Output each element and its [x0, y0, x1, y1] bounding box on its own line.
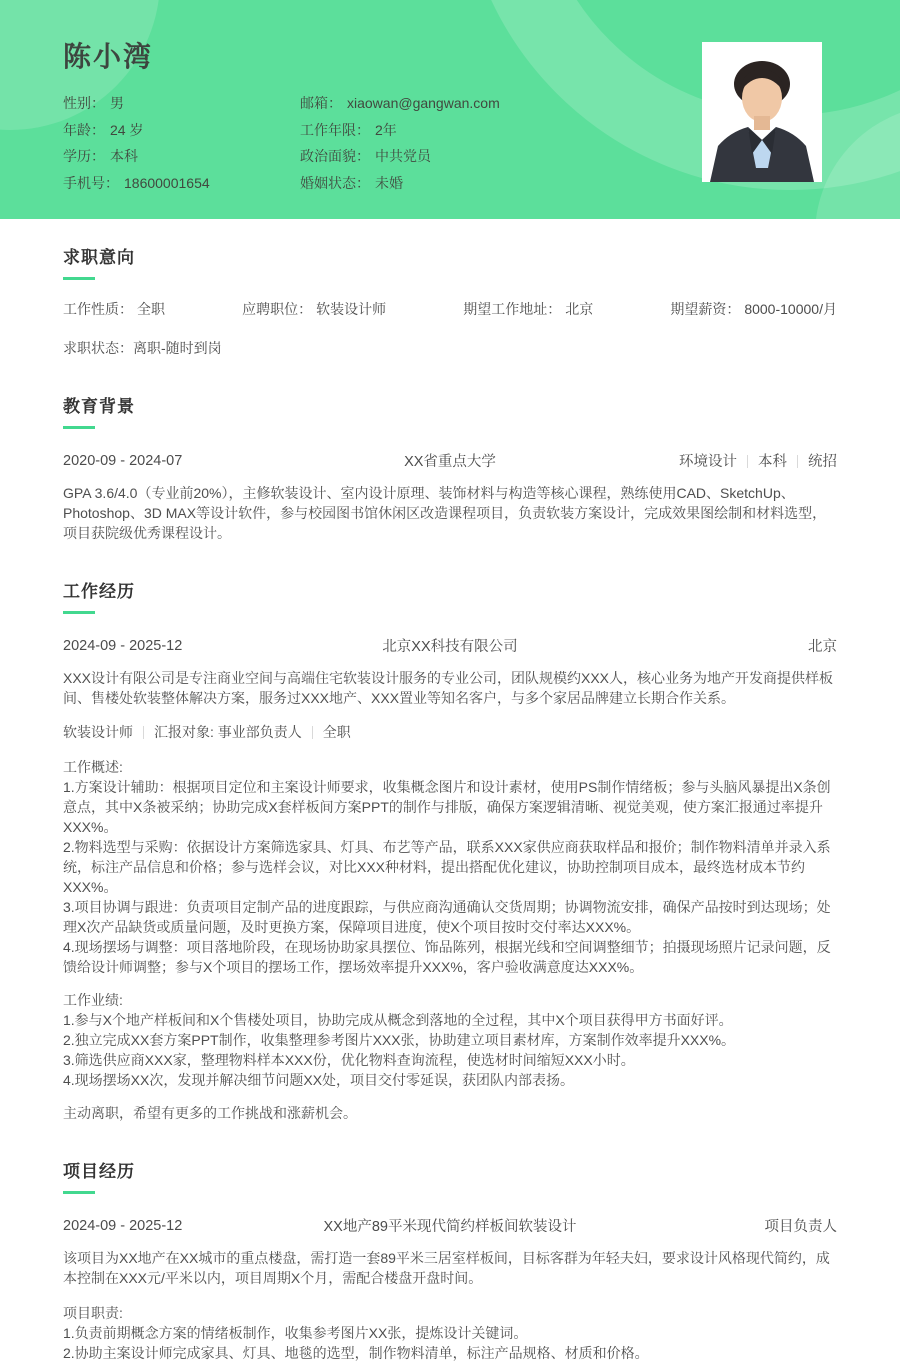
kv-label: 求职状态： — [63, 340, 133, 356]
project-name: XX地产89平米现代简约样板间软装设计 — [323, 1219, 577, 1235]
education-degree: 本科 — [757, 454, 787, 470]
info-label: 婚姻状态： — [300, 174, 370, 191]
education-school: XX省重点大学 — [404, 454, 496, 470]
kv-salary — [670, 299, 837, 319]
section-title-work: 工作经历 — [63, 582, 135, 601]
info-value: 本科 — [110, 148, 138, 165]
work-overview-label: 工作概述: — [63, 759, 123, 775]
info-degree — [63, 143, 300, 170]
kv-position — [242, 299, 386, 319]
info-phone — [63, 170, 300, 197]
work-overview-item: 1.方案设计辅助：根据项目定位和主案设计师要求，收集概念图片和设计素材，使用PS制作情绪板；参与头脑风暴提出X条创意点，其中X条被采纳；协助完成X套样板间方案PPT的制作与排版，确保方案逻辑清晰、视觉美观，使方案汇报通过率提升XXX%。 — [63, 779, 831, 835]
section-job-intent-header — [63, 243, 837, 280]
work-leave-note: 主动离职，希望有更多的工作挑战和涨薪机会。 — [63, 1105, 357, 1121]
work-achievement-item: 3.筛选供应商XXX家，整理物料样本XXX份，优化物料查询流程，使选材时间缩短XXX小时。 — [63, 1052, 635, 1068]
project-duties-list — [63, 1323, 837, 1363]
section-work-header — [63, 577, 837, 614]
work-overview-list — [63, 777, 837, 977]
kv-label: 期望工作地址： — [463, 301, 562, 317]
work-role-title: 软装设计师 — [63, 724, 133, 740]
kv-location — [463, 299, 593, 319]
title-underline — [63, 277, 95, 280]
project-description: 该项目为XX地产在XX城市的重点楼盘，需打造一套89平米三居室样板间，目标客群为年轻夫妇，要求设计风格现代简约，成本控制在XXX元/平米以内，项目周期X个月，需配合楼盘开盘时间。 — [63, 1250, 830, 1286]
work-achievement-item: 2.独立完成XX套方案PPT制作，收集整理参考图片XXX张，协助建立项目素材库，方案制作效率提升XXX%。 — [63, 1032, 736, 1048]
title-underline — [63, 426, 95, 429]
work-report-to: 汇报对象: 事业部负责人 — [154, 724, 302, 740]
info-age — [63, 117, 300, 144]
title-underline — [63, 1191, 95, 1194]
education-period: 2020-09 - 2024-07 — [63, 452, 183, 469]
title-underline — [63, 611, 95, 614]
info-label: 手机号： — [63, 174, 119, 191]
tag-divider — [143, 726, 144, 739]
work-overview-item: 2.物料选型与采购：依据设计方案筛选家具、灯具、布艺等产品，联系XXX家供应商获取样品和报价；制作物料清单并录入系统，标注产品信息和价格；参与选样会议，对比XXX种材料，提出搭配优化建议，协助控制项目成本，最终选材成本节约XXX%。 — [63, 839, 831, 895]
tag-divider — [312, 726, 313, 739]
work-period: 2024-09 - 2025-12 — [63, 637, 183, 654]
education-description: GPA 3.6/4.0（专业前20%），主修软装设计、室内设计原理、装饰材料与构造等核心课程，熟练使用CAD、SketchUp、Photoshop、3D MAX等设计软件，参与校园图书馆休闲区改造课程项目，负责软装方案设计，完成效果图绘制和材料选型，项目获院级优秀课程设计。 — [63, 485, 827, 541]
section-education-header — [63, 392, 837, 429]
kv-value: 8000-10000/月 — [744, 301, 837, 317]
work-location: 北京 — [807, 639, 837, 655]
work-employment-type: 全职 — [322, 724, 351, 740]
work-achievement-item: 4.现场摆场XX次，发现并解决细节问题XX处，项目交付零延误，获团队内部表扬。 — [63, 1072, 575, 1088]
work-overview-item: 4.现场摆场与调整：项目落地阶段，在现场协助家具摆位、饰品陈列，根据光线和空间调整细节；拍摄现场照片记录问题，反馈给设计师调整；参与X个项目的摆场工作，摆场效率提升XXX%，客户验收满意度达XXX%。 — [63, 939, 831, 975]
kv-value: 北京 — [565, 301, 594, 317]
info-value: 男 — [110, 95, 124, 112]
project-duties-label: 项目职责: — [63, 1305, 123, 1321]
kv-work-type — [63, 299, 165, 319]
info-label: 学历： — [63, 148, 105, 165]
kv-job-status — [63, 338, 837, 358]
kv-value: 软装设计师 — [316, 301, 387, 317]
education-enrollment-type: 统招 — [807, 454, 837, 470]
tag-divider — [747, 455, 748, 468]
section-title-job-intent: 求职意向 — [63, 248, 135, 267]
work-company: 北京XX科技有限公司 — [382, 639, 518, 655]
section-title-education: 教育背景 — [63, 397, 135, 416]
project-duty-item: 2.协助主案设计师完成家具、灯具、地毯的选型，制作物料清单，标注产品规格、材质和价格。 — [63, 1345, 649, 1361]
resume-body — [0, 243, 900, 1363]
info-value: 2年 — [375, 121, 397, 138]
kv-label: 期望薪资： — [670, 301, 741, 317]
info-value: 24 岁 — [110, 121, 144, 138]
info-label: 性别： — [63, 95, 105, 112]
section-project-header — [63, 1157, 837, 1194]
work-achievements-list — [63, 1010, 837, 1090]
education-tags — [624, 450, 837, 471]
work-meta-row — [63, 635, 837, 656]
project-role: 项目负责人 — [764, 1219, 837, 1235]
info-label: 工作年限： — [300, 121, 370, 138]
info-value: 18600001654 — [124, 174, 210, 191]
info-value: 中共党员 — [375, 148, 431, 165]
project-period: 2024-09 - 2025-12 — [63, 1217, 183, 1234]
info-label: 政治面貌： — [300, 148, 370, 165]
kv-label: 应聘职位： — [242, 301, 313, 317]
kv-label: 工作性质： — [63, 301, 133, 317]
profile-photo — [702, 42, 822, 182]
work-achievements-label: 工作业绩: — [63, 992, 123, 1008]
info-value: xiaowan@gangwan.com — [347, 95, 500, 112]
tag-divider — [797, 455, 798, 468]
education-major: 环境设计 — [678, 454, 737, 470]
resume-header — [0, 0, 900, 219]
work-overview-item: 3.项目协调与跟进：负责项目定制产品的进度跟踪，与供应商沟通确认交货周期；协调物流安排，确保产品按时到达现场；处理X次产品缺货或质量问题，及时更换方案，保障项目进度，使X个项目按时交付率达XXX%。 — [63, 899, 831, 935]
info-value: 未婚 — [375, 174, 403, 191]
kv-value: 全职 — [137, 301, 165, 317]
work-role-line — [63, 722, 837, 742]
project-meta-row — [63, 1215, 837, 1236]
work-company-intro: XXX设计有限公司是专注商业空间与高端住宅软装设计服务的专业公司，团队规模约XXX人，核心业务为地产开发商提供样板间、售楼处软装整体解决方案，服务过XXX地产、XXX置业等知名客户，与多个家居品牌建立长期合作关系。 — [63, 670, 834, 706]
kv-value: 离职-随时到岗 — [133, 340, 222, 356]
info-label: 年龄： — [63, 121, 105, 138]
project-duty-item: 1.负责前期概念方案的情绪板制作，收集参考图片XX张，提炼设计关键词。 — [63, 1325, 528, 1341]
info-label: 邮箱： — [300, 95, 342, 112]
section-title-project: 项目经历 — [63, 1162, 135, 1181]
work-achievement-item: 1.参与X个地产样板间和X个售楼处项目，协助完成从概念到落地的全过程，其中X个项目获得甲方书面好评。 — [63, 1012, 733, 1028]
education-meta-row — [63, 450, 837, 471]
candidate-name: 陈小湾 — [63, 41, 154, 72]
job-intent-row — [63, 299, 837, 319]
info-gender — [63, 90, 300, 117]
